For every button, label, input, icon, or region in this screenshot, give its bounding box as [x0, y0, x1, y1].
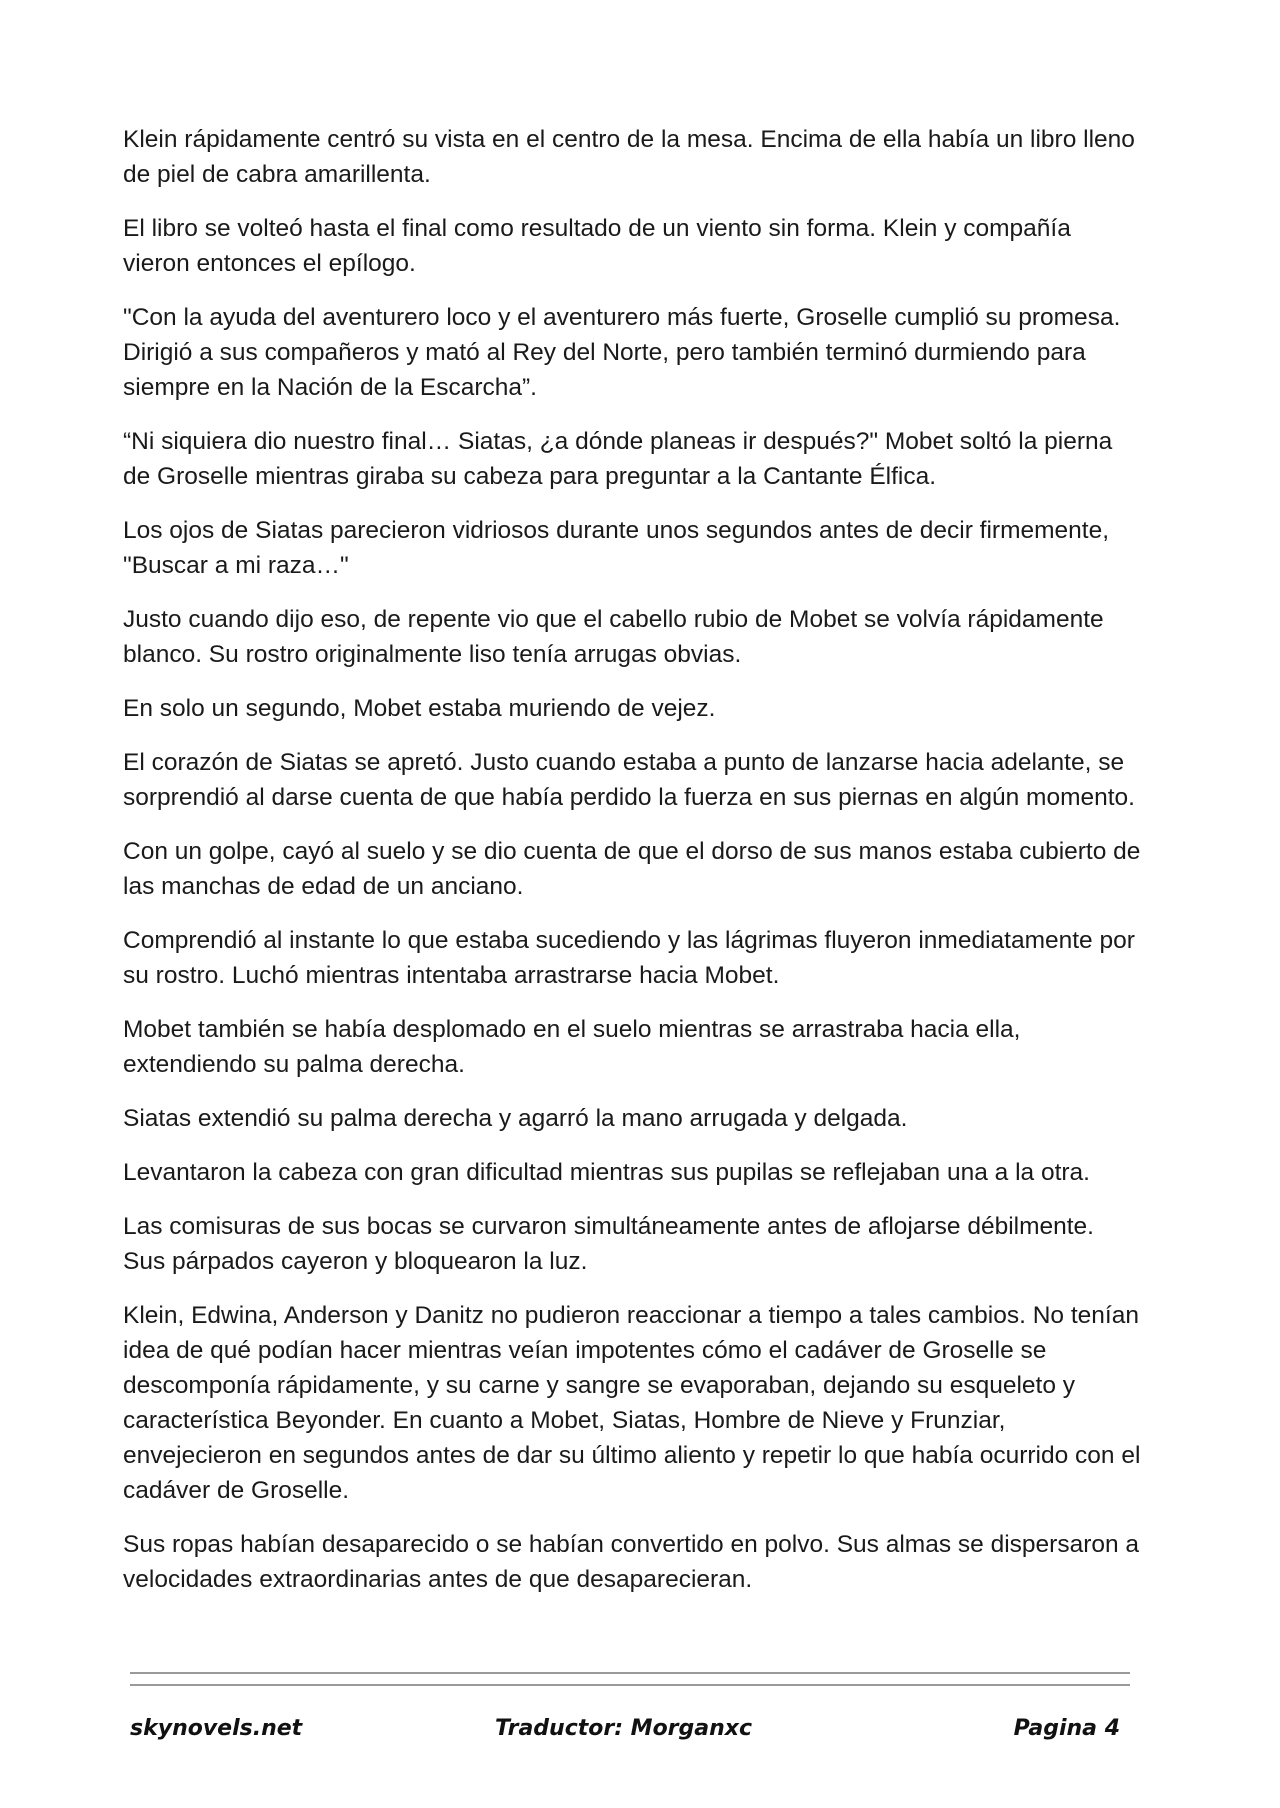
footer-translator: Traductor: Morganxc [495, 1716, 753, 1741]
footer-page-number: Pagina 4 [1013, 1716, 1120, 1741]
paragraph-16: Sus ropas habían desaparecido o se habían convertido en polvo. Sus almas se dispersaron a velocidades extraordinarias antes de que desaparecieran. [123, 1531, 1140, 1593]
paragraph-13: Levantaron la cabeza con gran dificultad mientras sus pupilas se reflejaban una a la otra. [123, 1159, 1090, 1186]
paragraph-1: Klein rápidamente centró su vista en el centro de la mesa. Encima de ella había un libro lleno de piel de cabra amarillenta. [123, 126, 1135, 188]
paragraph-15: Klein, Edwina, Anderson y Danitz no pudieron reaccionar a tiempo a tales cambios. No tenían idea de qué podían hacer mientras veían impotentes cómo el cadáver de Groselle se descomponía rápidamente, y su carne y sangre se evaporaban, dejando su esqueleto y característica Beyonder. En cuanto a Mobet, Siatas, Hombre de Nieve y Frunziar, envejecieron en segundos antes de dar su último aliento y repetir lo que había ocurrido con el cadáver de Groselle. [123, 1302, 1141, 1504]
paragraph-6: Justo cuando dijo eso, de repente vio que el cabello rubio de Mobet se volvía rápidamente blanco. Su rostro originalmente liso tenía arrugas obvias. [123, 606, 1104, 668]
paragraph-10: Comprendió al instante lo que estaba sucediendo y las lágrimas fluyeron inmediatamente por su rostro. Luchó mientras intentaba arrastrarse hacia Mobet. [123, 927, 1135, 989]
footer-divider-bottom [130, 1684, 1130, 1686]
paragraph-7: En solo un segundo, Mobet estaba muriendo de vejez. [123, 695, 716, 722]
paragraph-14: Las comisuras de sus bocas se curvaron simultáneamente antes de aflojarse débilmente. Sus párpados cayeron y bloquearon la luz. [123, 1213, 1094, 1275]
paragraph-3: "Con la ayuda del aventurero loco y el aventurero más fuerte, Groselle cumplió su promesa. Dirigió a sus compañeros y mató al Rey del Norte, pero también terminó durmiendo para siempre en la Nación de la Escarcha”. [123, 304, 1121, 401]
footer-divider-top [130, 1672, 1130, 1674]
body-text [123, 122, 1143, 1616]
paragraph-12: Siatas extendió su palma derecha y agarró la mano arrugada y delgada. [123, 1105, 908, 1132]
page-footer [130, 1716, 1130, 1756]
paragraph-2: El libro se volteó hasta el final como resultado de un viento sin forma. Klein y compañía vieron entonces el epílogo. [123, 215, 1071, 277]
paragraph-5: Los ojos de Siatas parecieron vidriosos durante unos segundos antes de decir firmemente, "Buscar a mi raza…" [123, 517, 1110, 579]
paragraph-11: Mobet también se había desplomado en el suelo mientras se arrastraba hacia ella, extendiendo su palma derecha. [123, 1016, 1021, 1078]
paragraph-9: Con un golpe, cayó al suelo y se dio cuenta de que el dorso de sus manos estaba cubierto de las manchas de edad de un anciano. [123, 838, 1141, 900]
paragraph-4: “Ni siquiera dio nuestro final… Siatas, ¿a dónde planeas ir después?" Mobet soltó la pierna de Groselle mientras giraba su cabeza para preguntar a la Cantante Élfica. [123, 428, 1113, 490]
footer-site: skynovels.net [130, 1716, 303, 1741]
paragraph-8: El corazón de Siatas se apretó. Justo cuando estaba a punto de lanzarse hacia adelante, se sorprendió al darse cuenta de que había perdido la fuerza en sus piernas en algún momento. [123, 749, 1135, 811]
